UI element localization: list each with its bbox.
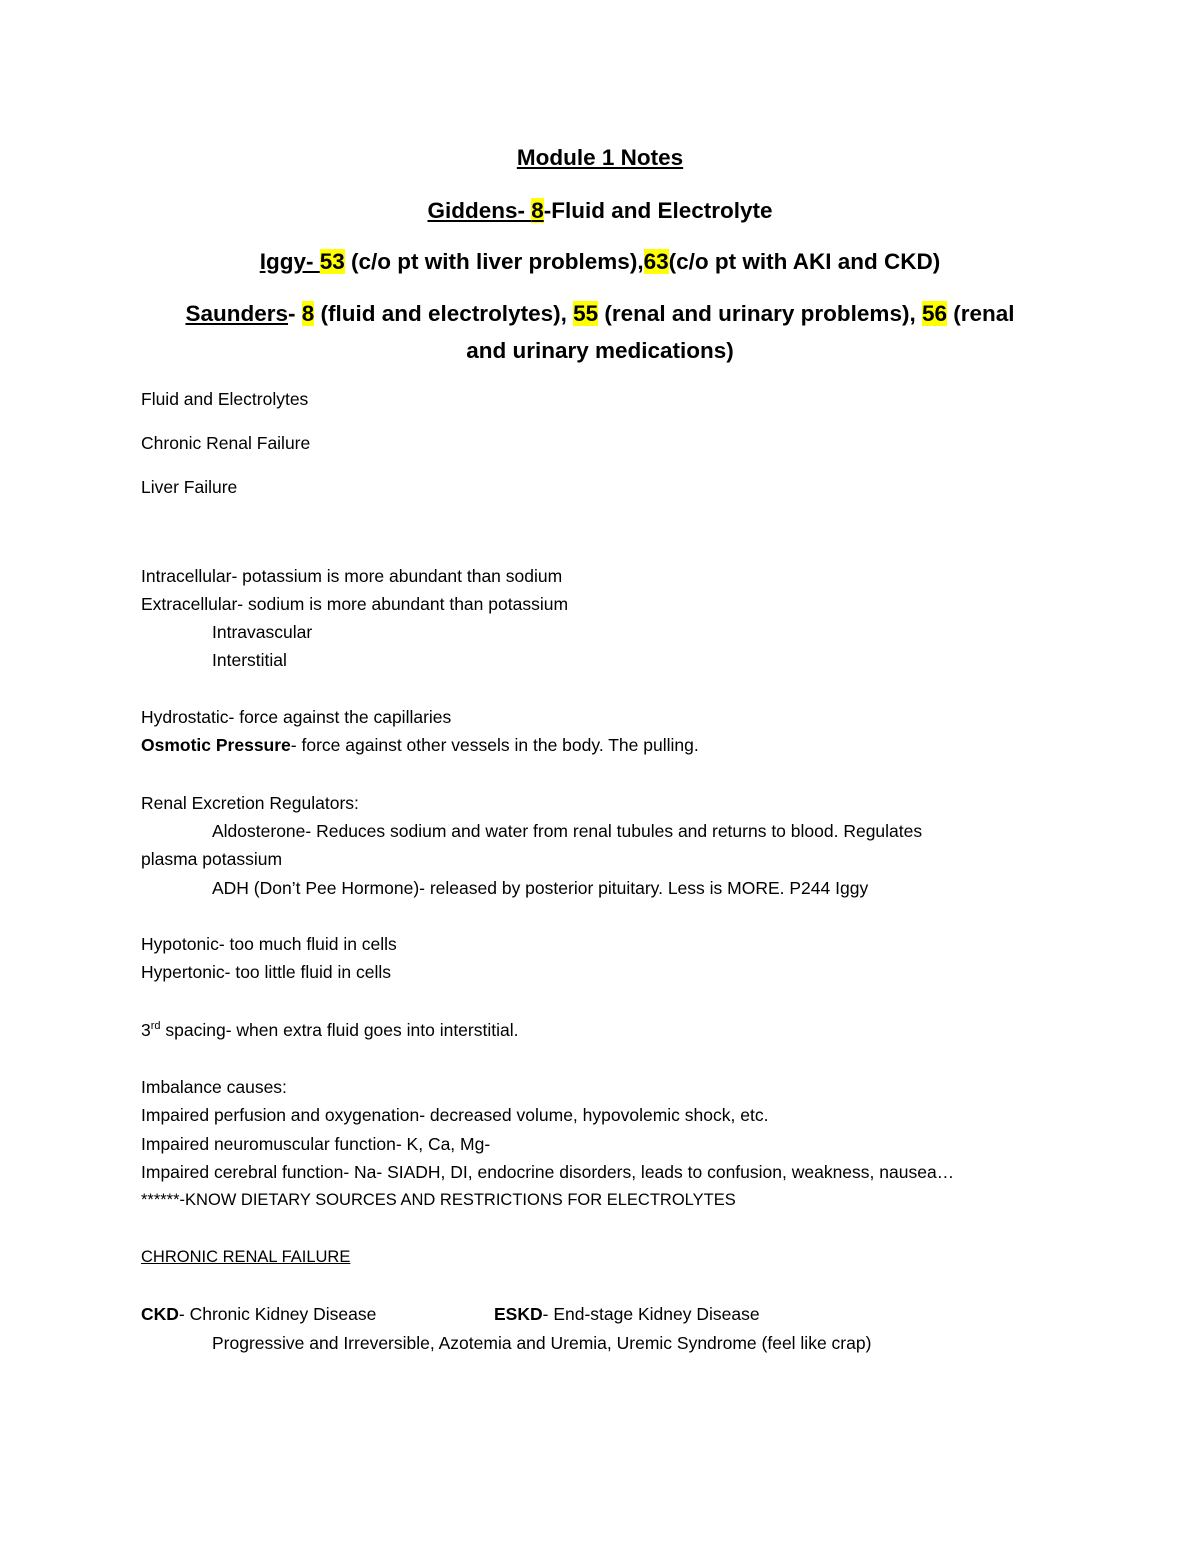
renal-excretion-heading: Renal Excretion Regulators:	[141, 793, 359, 813]
aldosterone-note: Aldosterone- Reduces sodium and water from renal tubules and returns to blood. Regulates	[212, 821, 923, 841]
hydrostatic-note: Hydrostatic- force against the capillaries	[141, 707, 452, 727]
imbalance-heading: Imbalance causes:	[141, 1077, 287, 1097]
iggy-line	[0, 249, 1200, 275]
saunders-line	[0, 301, 1200, 327]
topic-chronic-renal-failure: Chronic Renal Failure	[141, 433, 311, 453]
ckd-abbr: CKD	[141, 1304, 179, 1324]
eskd-definition	[494, 1304, 760, 1325]
progressive-note: Progressive and Irreversible, Azotemia and Uremia, Uremic Syndrome (feel like crap)	[212, 1333, 872, 1353]
saunders-chapter-1: 8	[301, 301, 315, 326]
topic-liver-failure: Liver Failure	[141, 477, 238, 497]
iggy-desc-2: (c/o pt with AKI and CKD)	[668, 249, 941, 274]
eskd-abbr: ESKD	[494, 1304, 543, 1324]
giddens-desc: -Fluid and Electrolyte	[543, 198, 773, 223]
osmotic-term: Osmotic Pressure	[141, 735, 291, 755]
saunders-line-2	[0, 338, 1200, 364]
third-spacing-text: spacing- when extra fluid goes into interstitial.	[160, 1020, 519, 1040]
iggy-desc-1: (c/o pt with liver problems),	[344, 249, 644, 274]
saunders-desc-3: (renal	[946, 301, 1015, 326]
document-title	[0, 145, 1200, 171]
giddens-line	[0, 198, 1200, 224]
saunders-chapter-2: 55	[573, 301, 599, 326]
eskd-desc: - End-stage Kidney Disease	[542, 1304, 760, 1324]
adh-note: ADH (Don’t Pee Hormone)- released by posterior pituitary. Less is MORE. P244 Iggy	[212, 878, 869, 898]
iggy-label: Iggy-	[259, 249, 320, 274]
saunders-label: Saunders	[185, 301, 289, 326]
third-spacing-num: 3	[141, 1020, 151, 1040]
osmotic-desc: - force against other vessels in the body. The pulling.	[290, 735, 699, 755]
giddens-chapter: 8	[531, 198, 544, 223]
topic-fluid-electrolytes: Fluid and Electrolytes	[141, 389, 309, 409]
interstitial-note: Interstitial	[212, 650, 287, 670]
third-spacing-note	[141, 1020, 518, 1041]
extracellular-note: Extracellular- sodium is more abundant than potassium	[141, 594, 569, 614]
intracellular-note: Intracellular- potassium is more abundant than sodium	[141, 566, 563, 586]
saunders-dash: -	[288, 301, 302, 326]
dietary-sources-note: ******-KNOW DIETARY SOURCES AND RESTRICTIONS FOR ELECTROLYTES	[141, 1191, 736, 1209]
iggy-chapter-2: 63	[643, 249, 669, 274]
imbalance-item: Impaired cerebral function- Na- SIADH, DI, endocrine disorders, leads to confusion, weakness, nausea…	[141, 1162, 955, 1182]
saunders-line-2-text: and urinary medications)	[466, 338, 734, 363]
osmotic-note	[141, 735, 699, 756]
ckd-desc: - Chronic Kidney Disease	[178, 1304, 377, 1324]
saunders-desc-1: (fluid and electrolytes),	[314, 301, 574, 326]
aldosterone-note-cont: plasma potassium	[141, 849, 283, 869]
iggy-chapter-1: 53	[319, 249, 345, 274]
third-spacing-sup: rd	[150, 1020, 161, 1033]
hypotonic-note: Hypotonic- too much fluid in cells	[141, 934, 397, 954]
ckd-definition	[141, 1304, 376, 1325]
crf-section-heading: CHRONIC RENAL FAILURE	[141, 1248, 351, 1266]
imbalance-item: Impaired neuromuscular function- K, Ca, Mg-	[141, 1134, 491, 1154]
title-text: Module 1 Notes	[516, 145, 684, 170]
hypertonic-note: Hypertonic- too little fluid in cells	[141, 962, 391, 982]
giddens-label: Giddens-	[427, 198, 532, 223]
imbalance-item: Impaired perfusion and oxygenation- decreased volume, hypovolemic shock, etc.	[141, 1105, 769, 1125]
saunders-chapter-3: 56	[921, 301, 947, 326]
saunders-desc-2: (renal and urinary problems),	[598, 301, 922, 326]
intravascular-note: Intravascular	[212, 622, 313, 642]
